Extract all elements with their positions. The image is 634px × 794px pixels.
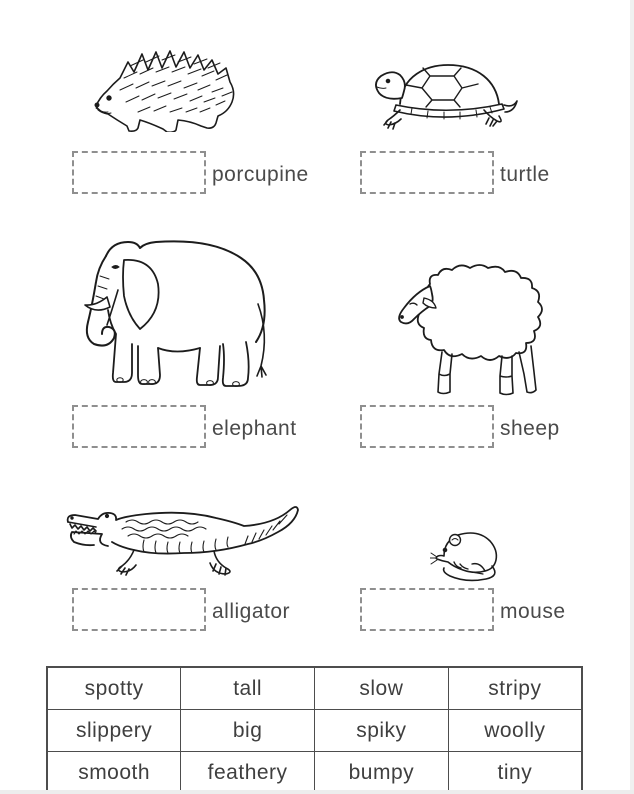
label-porcupine: porcupine <box>212 163 309 186</box>
word-bank-row <box>47 710 582 752</box>
label-alligator: alligator <box>212 600 291 623</box>
page-edge-bottom <box>0 790 634 794</box>
answer-box-elephant[interactable] <box>72 405 206 448</box>
word-cell[interactable]: tall <box>181 667 315 710</box>
answer-box-alligator[interactable] <box>72 588 206 631</box>
label-turtle: turtle <box>500 163 550 186</box>
word-cell[interactable]: smooth <box>47 752 181 794</box>
word-cell[interactable]: woolly <box>448 710 582 752</box>
answer-box-turtle[interactable] <box>360 151 494 194</box>
elephant-illustration <box>60 234 288 396</box>
mouse-illustration <box>430 528 508 584</box>
answer-box-porcupine[interactable] <box>72 151 206 194</box>
label-mouse: mouse <box>500 600 566 623</box>
alligator-illustration <box>64 500 304 578</box>
sheep-illustration <box>386 256 552 398</box>
word-cell[interactable]: feathery <box>181 752 315 794</box>
page-edge-right <box>630 0 634 794</box>
answer-row-elephant <box>72 405 297 448</box>
word-cell[interactable]: spotty <box>47 667 181 710</box>
answer-box-mouse[interactable] <box>360 588 494 631</box>
answer-row-alligator <box>72 588 290 631</box>
word-bank-row <box>47 667 582 710</box>
answer-row-porcupine <box>72 151 309 194</box>
word-cell[interactable]: stripy <box>448 667 582 710</box>
answer-row-sheep <box>360 405 560 448</box>
answer-row-turtle <box>360 151 550 194</box>
word-cell[interactable]: tiny <box>448 752 582 794</box>
word-cell[interactable]: bumpy <box>315 752 449 794</box>
word-bank-table <box>46 666 583 794</box>
label-sheep: sheep <box>500 417 560 440</box>
word-bank-row <box>47 752 582 794</box>
turtle-illustration <box>366 58 522 130</box>
answer-box-sheep[interactable] <box>360 405 494 448</box>
word-cell[interactable]: spiky <box>315 710 449 752</box>
word-cell[interactable]: slow <box>315 667 449 710</box>
label-elephant: elephant <box>212 417 297 440</box>
word-cell[interactable]: slippery <box>47 710 181 752</box>
answer-row-mouse <box>360 588 566 631</box>
word-cell[interactable]: big <box>181 710 315 752</box>
porcupine-illustration <box>90 42 248 132</box>
